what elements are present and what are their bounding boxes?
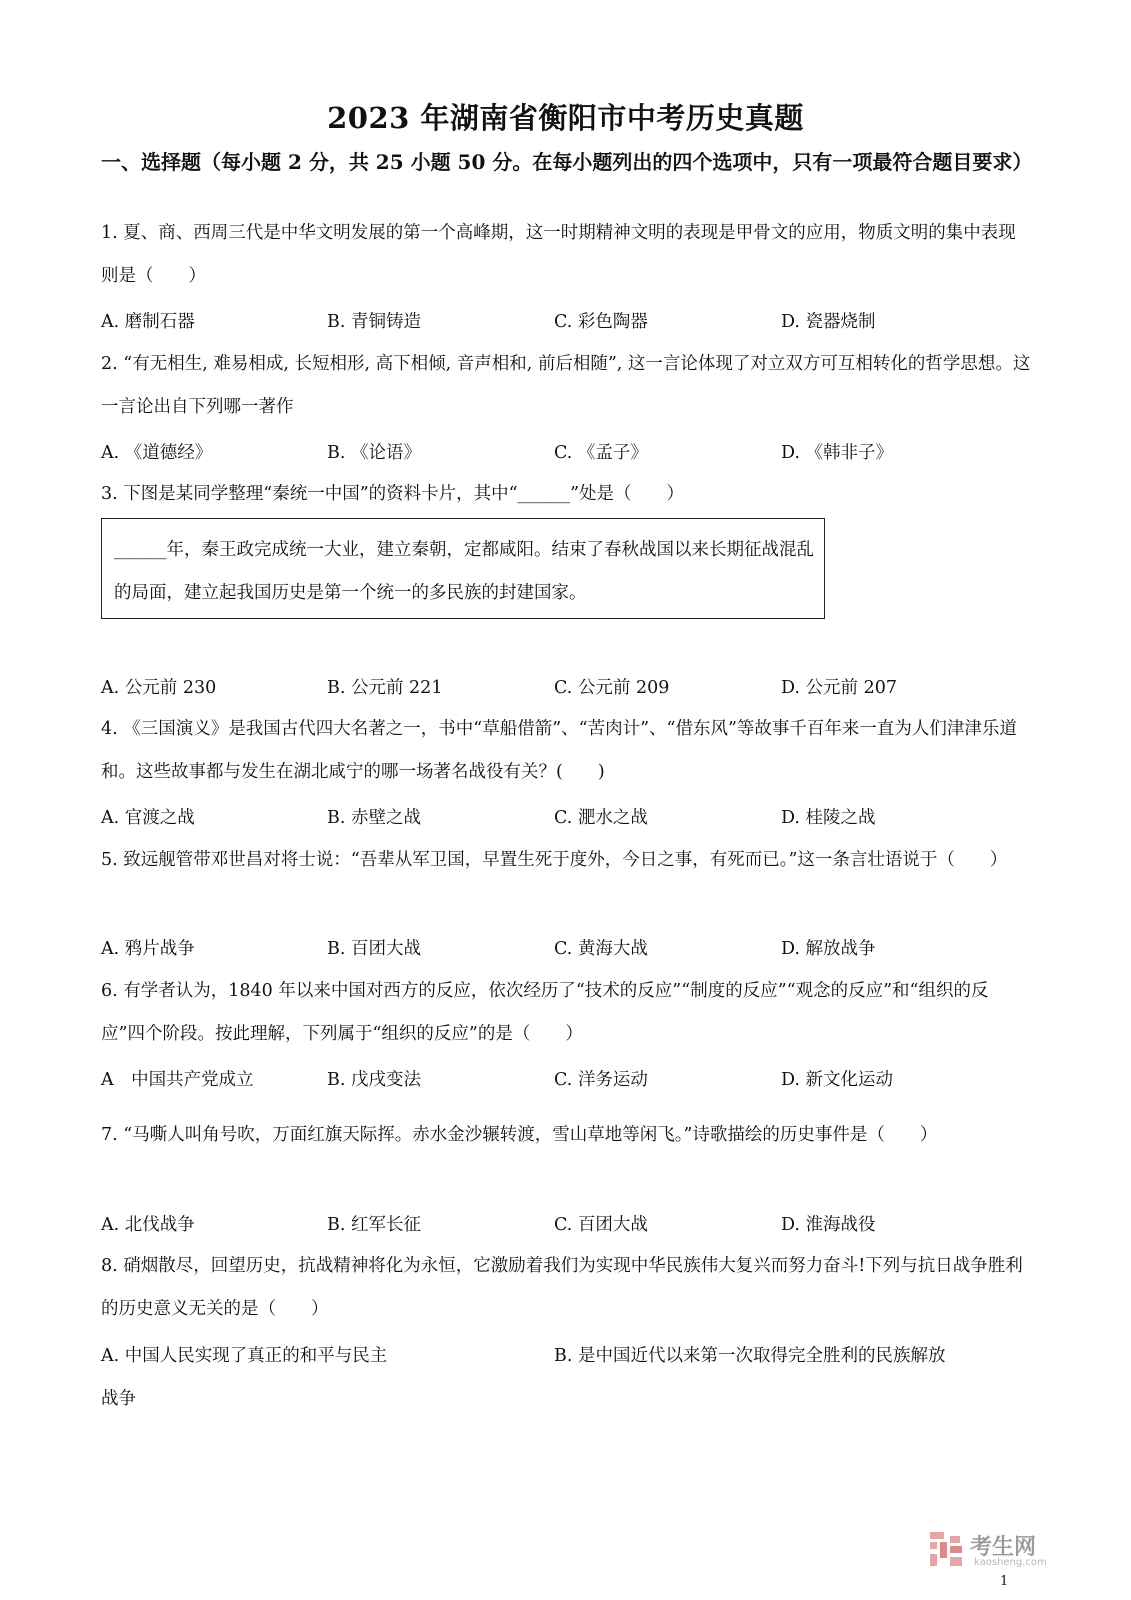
- question-8-options-wrap: [101, 1385, 1031, 1415]
- option-d: D. 桂陵之战: [781, 808, 876, 828]
- question-5-options: [101, 935, 1031, 965]
- option-d: D. 公元前 207: [781, 678, 897, 698]
- option-b: B. 戊戌变法: [327, 1070, 421, 1090]
- logo-text: 考生网: [970, 1535, 1037, 1560]
- question-3-options: [101, 674, 1031, 704]
- option-a: A. 《道德经》: [101, 443, 213, 463]
- option-b: B. 公元前 221: [327, 678, 443, 698]
- option-a: A. 北伐战争: [101, 1215, 195, 1235]
- option-d: D. 瓷器烧制: [781, 312, 876, 332]
- question-4-options: [101, 804, 1031, 834]
- question-6-options: [101, 1066, 1031, 1096]
- question-3-stem: 3. 下图是某同学整理“秦统一中国”的资料卡片，其中“______”处是（ ）: [101, 484, 685, 504]
- page-title: 2023 年湖南省衡阳市中考历史真题: [327, 101, 804, 135]
- option-c: C. 淝水之战: [554, 808, 648, 828]
- option-b-continued: 战争: [101, 1389, 136, 1409]
- option-d: D. 《韩非子》: [781, 443, 894, 463]
- option-c: C. 百团大战: [554, 1215, 648, 1235]
- option-b: B. 赤壁之战: [327, 808, 421, 828]
- option-c: C. 公元前 209: [554, 678, 670, 698]
- question-4-stem: 4. 《三国演义》是我国古代四大名著之一，书中“草船借箭”、“苦肉计”、“借东风”等故事千百年来一直为人们津津乐道和。这些故事都与发生在湖北咸宁的哪一场著名战役有关？( ): [101, 719, 1017, 782]
- option-a: A 中国共产党成立: [101, 1070, 254, 1090]
- option-d: D. 新文化运动: [781, 1070, 894, 1090]
- option-d: D. 解放战争: [781, 939, 876, 959]
- option-b: B. 《论语》: [327, 443, 421, 463]
- option-b: B. 红军长征: [327, 1215, 421, 1235]
- option-b: B. 百团大战: [327, 939, 421, 959]
- question-1-stem: 1. 夏、商、西周三代是中华文明发展的第一个高峰期，这一时期精神文明的表现是甲骨文的应用，物质文明的集中表现则是（ ）: [101, 223, 1016, 286]
- page-number: 1: [1000, 1574, 1009, 1589]
- logo-domain: kaosheng.com: [974, 1557, 1047, 1568]
- option-c: C. 彩色陶器: [554, 312, 648, 332]
- option-a: A. 公元前 230: [101, 678, 217, 698]
- option-c: C. 黄海大战: [554, 939, 648, 959]
- info-card: [101, 518, 825, 619]
- section-heading: 一、选择题（每小题 2 分，共 25 小题 50 分。在每小题列出的四个选项中，只有一项最符合题目要求）: [101, 150, 1033, 174]
- option-a: A. 官渡之战: [101, 808, 195, 828]
- option-b: B. 是中国近代以来第一次取得完全胜利的民族解放: [554, 1346, 946, 1366]
- option-c: C. 《孟子》: [554, 443, 648, 463]
- question-7-stem: 7. “马嘶人叫角号吹，万面红旗天际挥。赤水金沙辗转渡，雪山草地等闲飞。”诗歌描绘的历史事件是（ ）: [101, 1125, 938, 1145]
- option-d: D. 淮海战役: [781, 1215, 876, 1235]
- question-8-options: [101, 1342, 1031, 1372]
- option-b: B. 青铜铸造: [327, 312, 421, 332]
- question-8-stem: 8. 硝烟散尽，回望历史，抗战精神将化为永恒，它激励着我们为实现中华民族伟大复兴而努力奋斗!下列与抗日战争胜利的历史意义无关的是（ ）: [101, 1256, 1023, 1319]
- question-2-options: [101, 439, 1031, 469]
- option-a: A. 中国人民实现了真正的和平与民主: [101, 1346, 388, 1366]
- question-7-options: [101, 1211, 1031, 1241]
- question-2-stem: 2. “有无相生, 难易相成, 长短相形, 高下相倾, 音声相和, 前后相随”, 这一言论体现了对立双方可互相转化的哲学思想。这一言论出自下列哪一著作: [101, 354, 1031, 417]
- logo-mark-icon: [930, 1532, 964, 1568]
- watermark-logo: [930, 1530, 1090, 1572]
- option-a: A. 磨制石器: [101, 312, 195, 332]
- option-c: C. 洋务运动: [554, 1070, 648, 1090]
- question-5-stem: 5. 致远舰管带邓世昌对将士说：“吾辈从军卫国，早置生死于度外，今日之事，有死而已。”这一条言壮语说于（ ）: [101, 850, 1008, 870]
- question-6-stem: 6. 有学者认为，1840 年以来中国对西方的反应，依次经历了“技术的反应”“制度的反应”“观念的反应”和“组织的反应”四个阶段。按此理解，下列属于“组织的反应”的是（ ）: [101, 981, 989, 1044]
- info-card-text: ______年，秦王政完成统一大业，建立秦朝，定都咸阳。结束了春秋战国以来长期征战混乱的局面，建立起我国历史是第一个统一的多民族的封建国家。: [114, 540, 814, 603]
- option-a: A. 鸦片战争: [101, 939, 195, 959]
- question-1-options: [101, 308, 1031, 338]
